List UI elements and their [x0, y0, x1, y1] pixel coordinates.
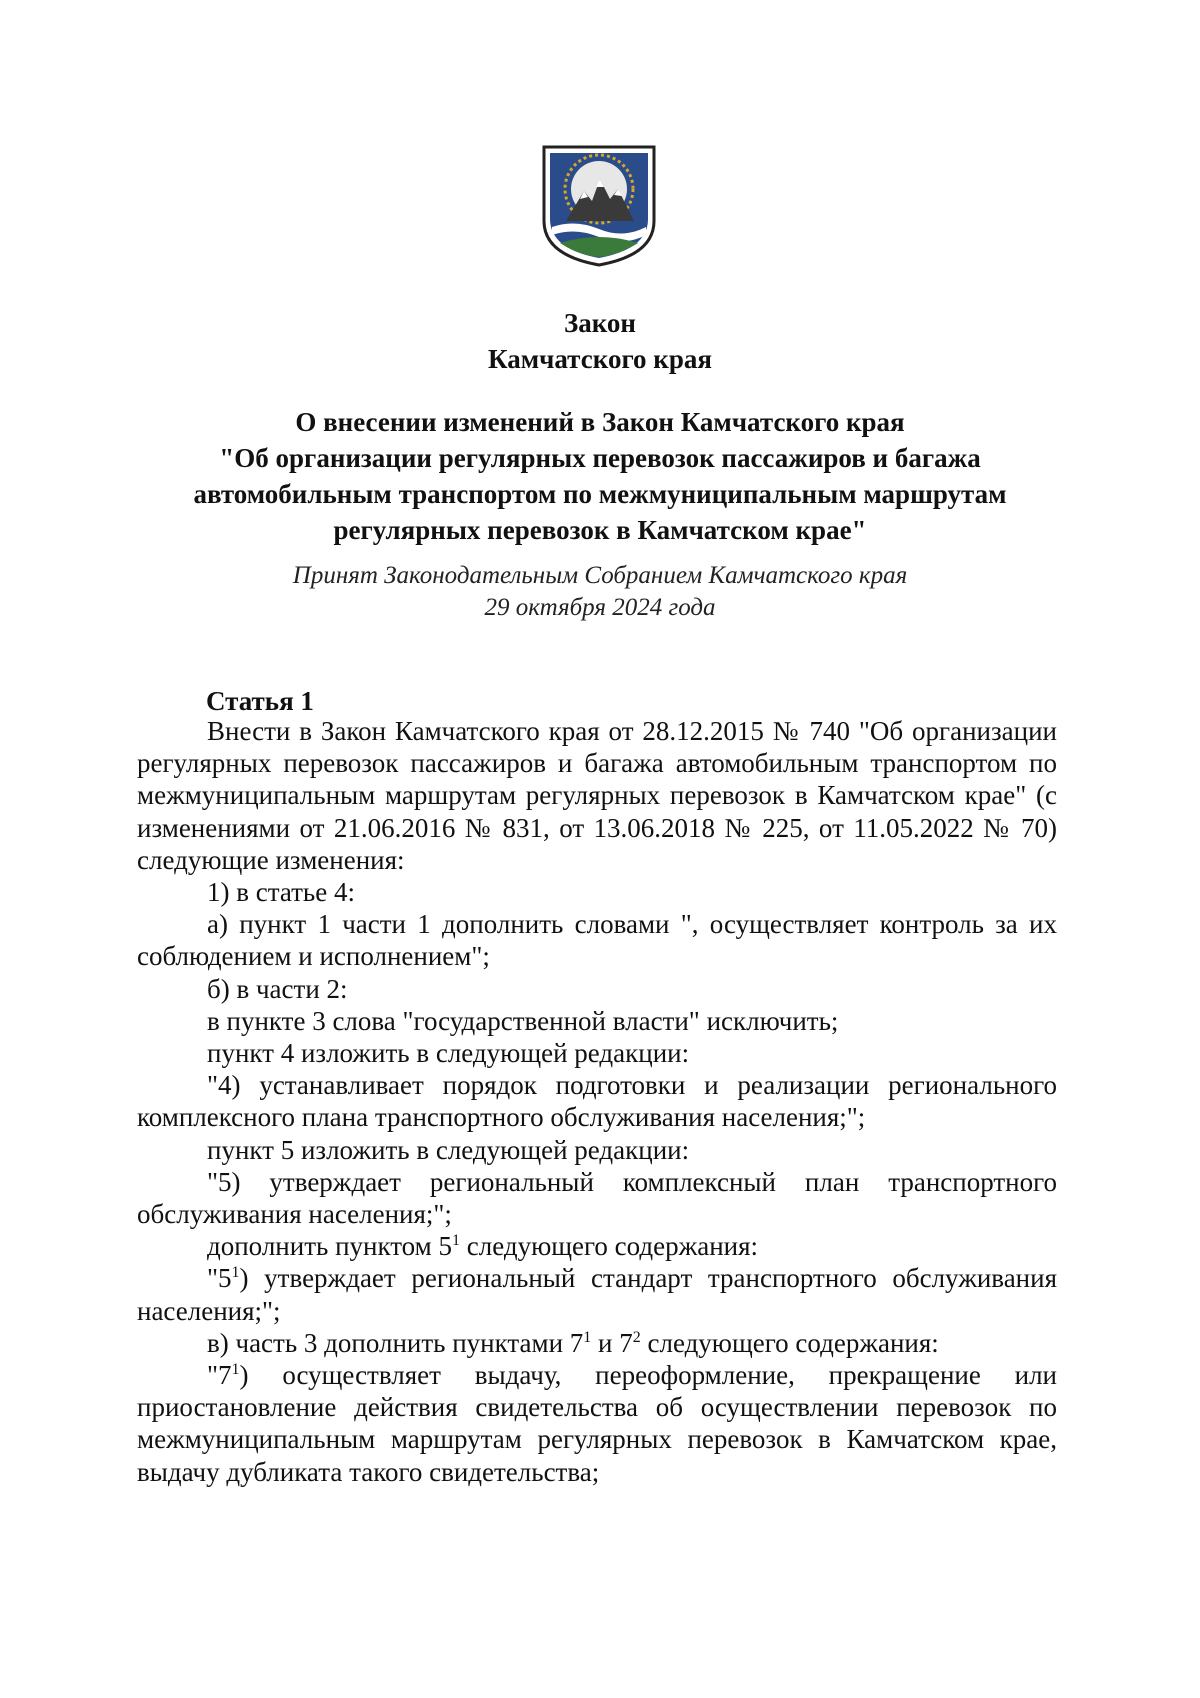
- text-run: следующего содержания:: [640, 1327, 939, 1358]
- text-run: ) утверждает региональный стандарт транспортного обслуживания населения;";: [137, 1263, 1057, 1326]
- text-run: в) часть 3 дополнить пунктами 7: [207, 1327, 584, 1358]
- subject-title: [0, 404, 1200, 548]
- paragraph: пункт 5 изложить в следующей редакции:: [207, 1134, 690, 1165]
- paragraph: Внести в Закон Камчатского края от 28.12.2015 № 740 "Об организации регулярных перевозок пассажиров и багажа автомобильным транспортом по межмуниципальным маршрутам регулярных перевозок в Камчатском крае" (с изменениями от 21.06.2016 № 831, от 13.06.2018 № 225, от 11.05.2022 № 70) следующие изменения:: [137, 716, 1057, 875]
- text-run: и 7: [591, 1327, 633, 1358]
- article-body: [137, 715, 1057, 1488]
- paragraph: пункт 4 изложить в следующей редакции:: [207, 1038, 690, 1069]
- superscript: 1: [231, 1264, 240, 1282]
- paragraph: б) в части 2:: [207, 973, 348, 1004]
- paragraph: "4) устанавливает порядок подготовки и реализации регионального комплексного плана транспортного обслуживания населения;";: [137, 1070, 1057, 1133]
- superscript: 1: [452, 1232, 460, 1250]
- superscript: 1: [583, 1328, 592, 1346]
- adopted-line2: 29 октября 2024 года: [484, 594, 716, 621]
- paragraph: 1) в статье 4:: [207, 877, 355, 908]
- superscript: 2: [632, 1328, 641, 1346]
- paragraph: "5) утверждает региональный комплексный план транспортного обслуживания населения;";: [137, 1166, 1057, 1230]
- paragraph: [137, 1230, 1057, 1262]
- text-run: "5: [207, 1263, 232, 1294]
- subject-line3: автомобильным транспортом по межмуниципальным маршрутам: [193, 479, 1007, 509]
- adopted-line1: Принят Законодательным Собранием Камчатского края: [292, 562, 908, 589]
- paragraph: в пункте 3 слова "государственной власти" исключить;: [207, 1005, 839, 1036]
- paragraph: [137, 1262, 1057, 1326]
- paragraph: [137, 1359, 1057, 1488]
- adoption-note: [0, 560, 1200, 624]
- article-heading: Статья 1: [206, 686, 314, 716]
- coat-of-arms-icon: [540, 143, 658, 269]
- paragraph: а) пункт 1 части 1 дополнить словами ", осуществляет контроль за их соблюдением и исполнением";: [137, 909, 1057, 972]
- law-title: [0, 305, 1200, 377]
- subject-line1: О внесении изменений в Закон Камчатского края: [295, 407, 905, 437]
- text-run: дополнить пунктом 5: [207, 1231, 452, 1262]
- law-title-line1: Закон: [563, 308, 636, 338]
- text-run: ) осуществляет выдачу, переоформление, прекращение или приостановление действия свидетельства об осуществлении перевозок по межмуниципальным маршрутам регулярных перевозок в Камчатском крае, выдачу дубликата такого свидетельства;: [137, 1360, 1057, 1487]
- superscript: 1: [231, 1361, 240, 1379]
- text-run: "7: [207, 1360, 232, 1391]
- text-run: следующего содержания:: [460, 1231, 759, 1262]
- subject-line4: регулярных перевозок в Камчатском крае": [333, 515, 867, 545]
- subject-line2: "Об организации регулярных перевозок пассажиров и багажа: [219, 443, 981, 473]
- law-title-line2: Камчатского края: [488, 344, 712, 374]
- paragraph: [137, 1327, 1057, 1359]
